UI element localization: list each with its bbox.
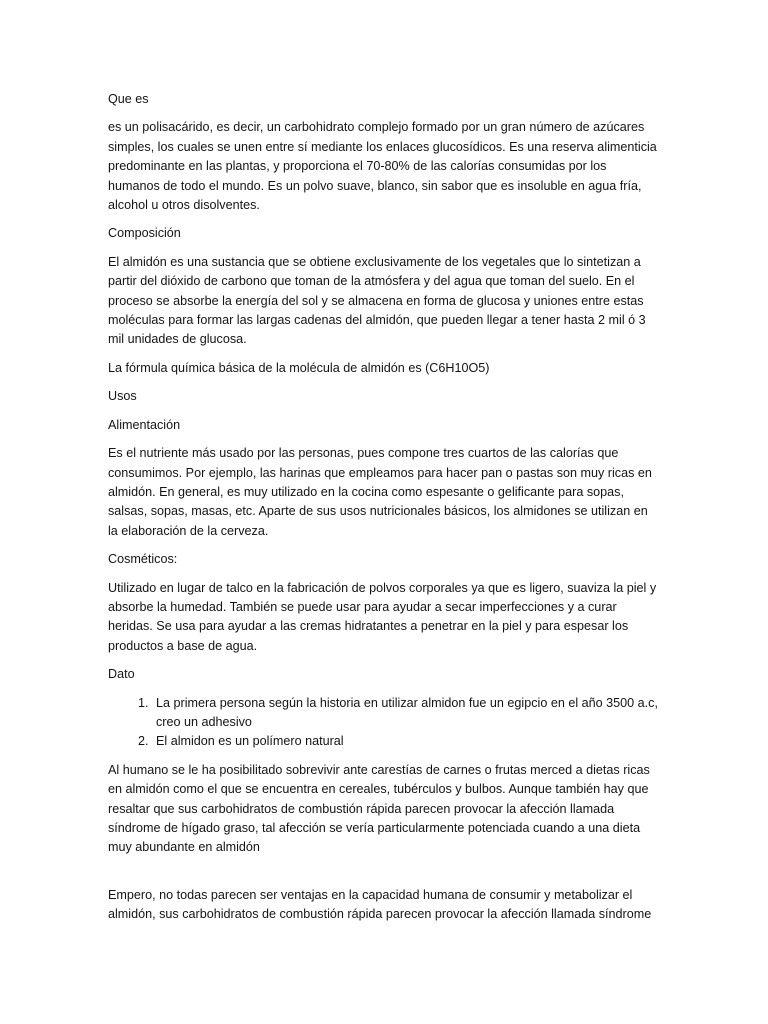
composition-paragraph: El almidón es una sustancia que se obtiene exclusivamente de los vegetales que lo sintetizan a partir del dióxido de carbono que toman de la atmósfera y del agua que toman del suelo. En el proceso se absorbe la energía del sol y se almacena en forma de glucosa y uniones entre estas moléculas para formar las largas cadenas del almidón, que pueden llegar a tener hasta 2 mil ó 3 mil unidades de glucosa. [108, 254, 646, 347]
uses-heading: Usos [108, 389, 137, 404]
formula-paragraph: La fórmula química básica de la molécula de almidón es (C6H10O5) [108, 360, 490, 375]
cosmetics-heading: Cosméticos: [108, 552, 178, 567]
fact-list-item: 1. La primera persona según la historia en utilizar almidon fue un egipcio en el año 3500 a.c, creo un adhesivo [152, 694, 660, 733]
document-body [108, 90, 660, 934]
food-heading: Alimentación [108, 417, 181, 432]
fact-list [108, 694, 660, 752]
human-paragraph: Al humano se le ha posibilitado sobrevivir ante carestías de carnes o frutas merced a dietas ricas en almidón como el que se encuentra en cereales, tubérculos y bulbos. Aunque también hay que resaltar que sus carbohidratos de combustión rápida parecen provocar la afección llamada síndrome de hígado graso, tal afección se vería particularmente potenciada cuando a una dieta muy abundante en almidón [108, 762, 650, 855]
composition-heading: Composición [108, 226, 181, 241]
fact-list-item: 2. El almidon es un polímero natural [152, 732, 660, 751]
paragraph-spacer [108, 867, 660, 886]
intro-paragraph: es un polisacárido, es decir, un carbohidrato complejo formado por un gran número de azúcares simples, los cuales se unen entre sí mediante los enlaces glucosídicos. Es una reserva alimenticia predominante en las plantas, y proporciona el 70-80% de las calorías consumidas por los humanos de todo el mundo. Es un polvo suave, blanco, sin sabor que es insoluble en agua fría, alcohol u otros disolventes. [108, 120, 657, 213]
cosmetics-paragraph: Utilizado en lugar de talco en la fabricación de polvos corporales ya que es ligero, suaviza la piel y absorbe la humedad. También se puede usar para ayudar a secar imperfecciones y a curar heridas. Se usa para ayudar a las cremas hidratantes a penetrar en la piel y para espesar los productos a base de agua. [108, 580, 657, 653]
food-paragraph: Es el nutriente más usado por las personas, pues compone tres cuartos de las calorías que consumimos. Por ejemplo, las harinas que empleamos para hacer pan o pastas son muy ricas en almidón. En general, es muy utilizado en la cocina como espesante o gelificante para sopas, salsas, sopas, masas, etc. Aparte de sus usos nutricionales básicos, los almidones se utilizan en la elaboración de la cerveza. [108, 446, 652, 538]
fact-heading: Dato [108, 667, 135, 682]
intro-heading: Que es [108, 92, 149, 106]
final-paragraph: Empero, no todas parecen ser ventajas en la capacidad humana de consumir y metabolizar el almidón, sus carbohidratos de combustión rápida parecen provocar la afección llamada síndrome [108, 887, 652, 922]
